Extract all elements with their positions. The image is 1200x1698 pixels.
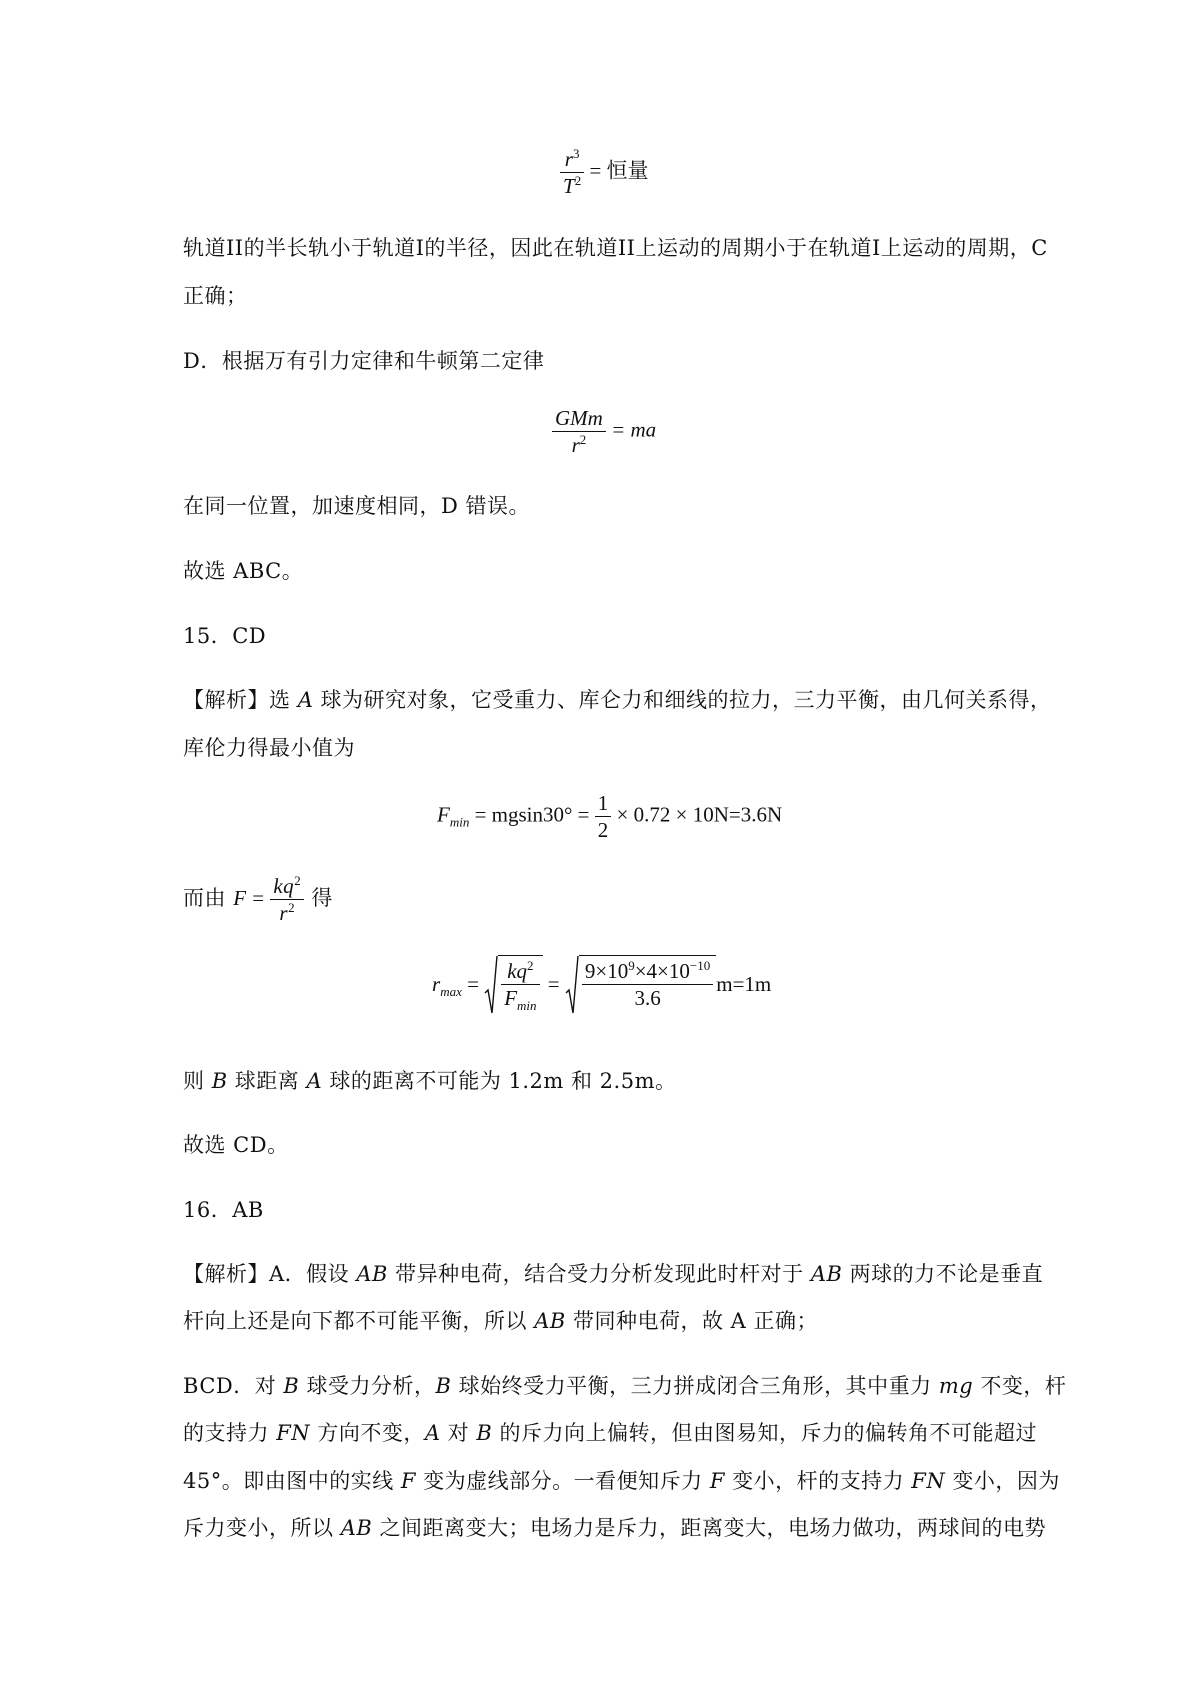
equation-kepler: $\frac{r^3}{T^2}$ = 恒量: [560, 146, 649, 199]
paragraph-line: 【解析】选 A 球为研究对象，它受重力、库仑力和细线的拉力，三力平衡，由几何关系得，: [183, 688, 1052, 712]
paragraph-line: 故选 ABC。: [183, 559, 304, 583]
paragraph-line: 轨道II的半长轨小于轨道I的半径，因此在轨道II上运动的周期小于在轨道I上运动的周期，C: [183, 236, 1048, 260]
paragraph-line: 库伦力得最小值为: [183, 736, 355, 760]
paragraph-line: 的支持力 FN 方向不变，A 对 B 的斥力向上偏转，但由图易知，斥力的偏转角不可能超过: [183, 1421, 1037, 1445]
equation-newton: $\frac{\text{GMm}}{r^2}$ = ma: [552, 405, 656, 458]
fraction: $\frac{r^3}{T^2}$: [560, 146, 584, 199]
paragraph-line: 斥力变小，所以 AB 之间距离变大；电场力是斥力，距离变大，电场力做功，两球间的电势: [183, 1516, 1046, 1540]
square-root: [565, 955, 716, 1017]
equation-force-min: $F_{min} = mgsin30^\circ$ = $\frac{1}{2}$ × 0.72 × 10N=3.6N: [437, 791, 783, 842]
paragraph-line: 故选 CD。: [183, 1133, 289, 1157]
fraction: $\frac{kq^2}{F_{min}}$: [501, 958, 539, 1011]
fraction: $\frac{9\times 10^9\times 4\times 10^{-10}}{3.6}$: [582, 958, 713, 1011]
paragraph-line: 正确；: [183, 284, 248, 308]
paragraph-line: BCD．对 B 球受力分析，B 球始终受力平衡，三力拼成闭合三角形，其中重力 mg 不变，杆: [183, 1374, 1067, 1398]
radical-sign-icon: [565, 955, 579, 1017]
question-number: 15．CD: [183, 624, 267, 648]
equation-r-max: $r_{max}$ = $\frac{kq^2}{F_{min}}$ = $\frac{9\times 10^9\times 4\times 10^{-10}}{3.6}$ m=1m: [432, 955, 771, 1017]
paragraph-line: 杆向上还是向下都不可能平衡，所以 AB 带同种电荷，故 A 正确；: [183, 1309, 818, 1333]
fraction: $\frac{\text{GMm}}{r^2}$: [552, 405, 606, 458]
paragraph-line: 而由 F = $\frac{kq^2}{r^2}$ 得: [183, 873, 333, 925]
paragraph-line: 则 B 球距离 A 球的距离不可能为 1.2m 和 2.5m。: [183, 1069, 677, 1093]
question-number: 16．AB: [183, 1198, 264, 1222]
fraction: $\frac{kq^2}{r^2}$: [270, 873, 304, 926]
paragraph-line: D．根据万有引力定律和牛顿第二定律: [183, 349, 545, 373]
radical-sign-icon: [484, 955, 498, 1017]
paragraph-line: 在同一位置，加速度相同，D 错误。: [183, 494, 531, 518]
paragraph-line: 【解析】A．假设 AB 带异种电荷，结合受力分析发现此时杆对于 AB 两球的力不论是垂直: [183, 1262, 1044, 1286]
square-root: [484, 955, 542, 1017]
fraction: $\frac{1}{2}$: [595, 790, 612, 843]
paragraph-line: 45°。即由图中的实线 F 变为虚线部分。一看便知斥力 F 变小，杆的支持力 FN 变小，因为: [183, 1469, 1060, 1493]
